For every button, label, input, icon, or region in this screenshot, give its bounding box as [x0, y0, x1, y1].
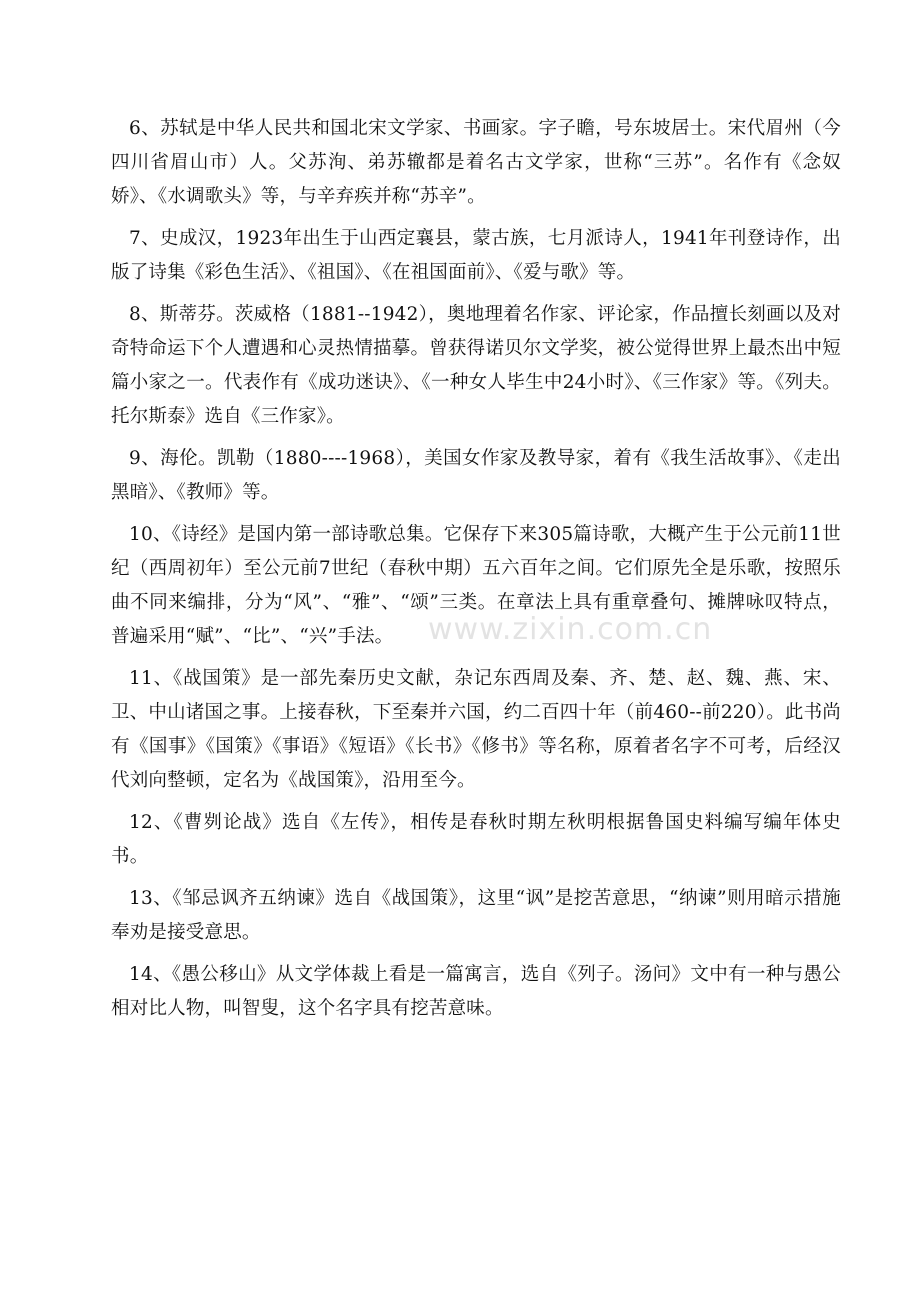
paragraph-12: 12、《曹刿论战》选自《左传》，相传是春秋时期左秋明根据鲁国史料编写编年体史书。 — [111, 812, 841, 867]
paragraph-8: 8、斯蒂芬。茨威格（1881--1942），奥地理着名作家、评论家，作品擅长刻画以及对奇特命运下个人遭遇和心灵热情描摹。曾获得诺贝尔文学奖，被公觉得世界上最杰出中短篇小家之一。代表作有《成功迷诀》、《一种女人毕生中24小时》、《三作家》等。《列夫。托尔斯泰》选自《三作家》。 — [111, 304, 841, 427]
paragraph-10: 10、《诗经》是国内第一部诗歌总集。它保存下来305篇诗歌，大概产生于公元前11世纪（西周初年）至公元前7世纪（春秋中期）五六百年之间。它们原先全是乐歌，按照乐曲不同来编排，分为“风”、“雅”、“颂”三类。在章法上具有重章叠句、摊牌咏叹特点，普遍采用“赋”、“比”、“兴”手法。 — [111, 524, 841, 647]
watermark: www.zixin.com.cn — [428, 612, 713, 647]
paragraph-14: 14、《愚公移山》从文学体裁上看是一篇寓言，选自《列子。汤问》文中有一种与愚公相对比人物，叫智叟，这个名字具有挖苦意味。 — [111, 964, 841, 1019]
paragraph-11: 11、《战国策》是一部先秦历史文献，杂记东西周及秦、齐、楚、赵、魏、燕、宋、卫、中山诸国之事。上接春秋，下至秦并六国，约二百四十年（前460--前220）。此书尚有《国事》《国策》《事语》《短语》《长书》《修书》等名称，原着者名字不可考，后经汉代刘向整顿，定名为《战国策》，沿用至今。 — [111, 668, 841, 791]
document-body — [111, 112, 841, 1034]
paragraph-6: 6、苏轼是中华人民共和国北宋文学家、书画家。字子瞻，号东坡居士。宋代眉州（今四川省眉山市）人。父苏洵、弟苏辙都是着名古文学家，世称“三苏”。名作有《念奴娇》、《水调歌头》等，与辛弃疾并称“苏辛”。 — [111, 118, 841, 207]
paragraph-13: 13、《邹忌讽齐五纳谏》选自《战国策》，这里“讽”是挖苦意思，“纳谏”则用暗示措施奉劝是接受意思。 — [111, 888, 841, 943]
paragraph-7: 7、史成汉，1923年出生于山西定襄县，蒙古族，七月派诗人，1941年刊登诗作，出版了诗集《彩色生活》、《祖国》、《在祖国面前》、《爱与歌》等。 — [111, 228, 841, 283]
paragraph-9: 9、海伦。凯勒（1880----1968），美国女作家及教导家，着有《我生活故事》、《走出黑暗》、《教师》等。 — [111, 448, 841, 503]
